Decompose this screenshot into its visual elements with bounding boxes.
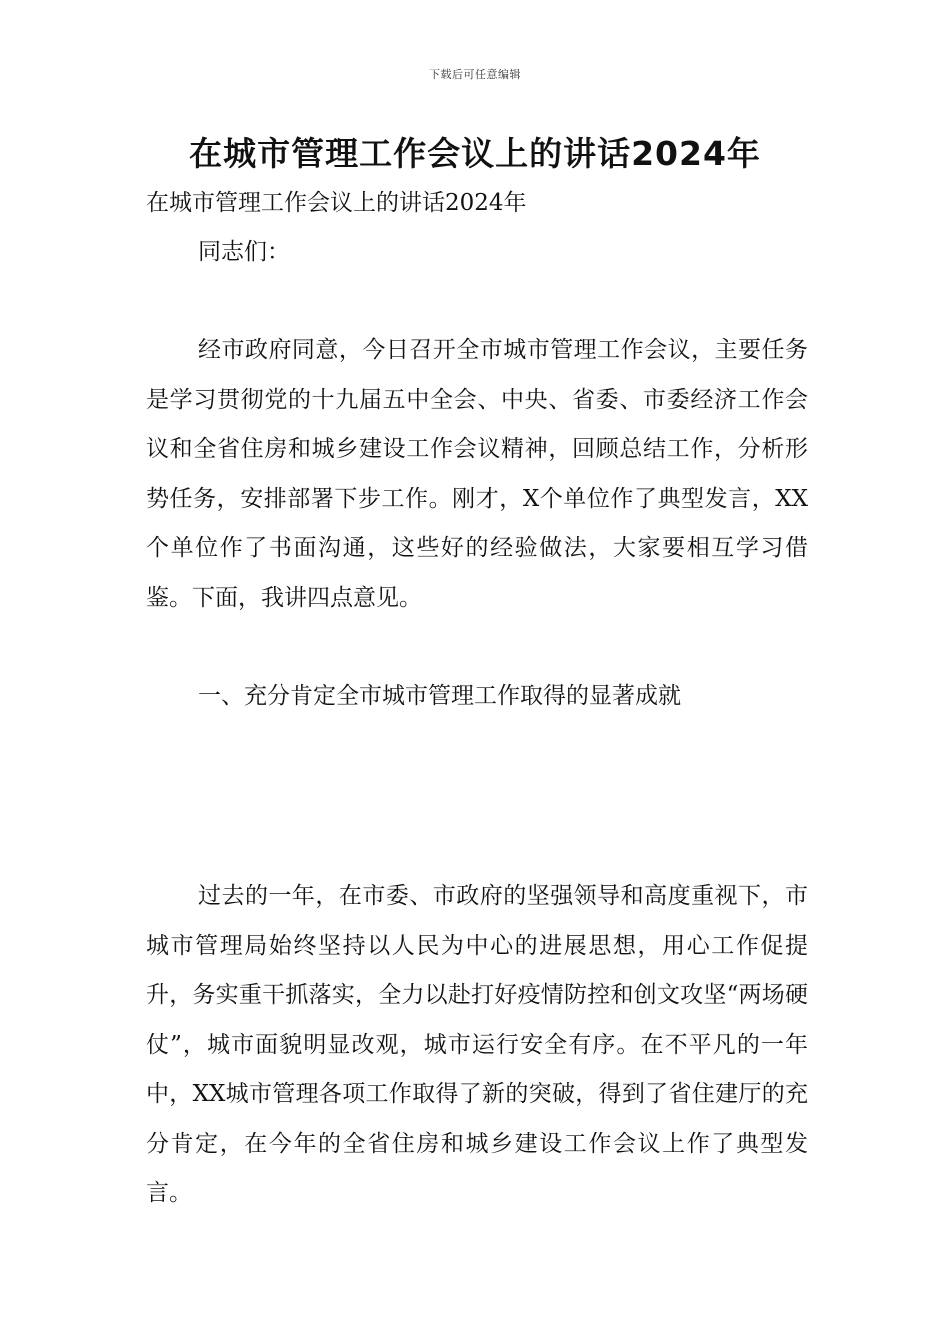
paragraph-achievements: 过去的一年，在市委、市政府的坚强领导和高度重视下，市城市管理局始终坚持以人民为中心的进展思想，用心工作促提升，务实重干抓落实，全力以赴打好疫情防控和创文攻坚“两场硬仗”，城市面貌明显改观，城市运行安全有序。在不平凡的一年中，XX城市管理各项工作取得了新的突破，得到了省住建厅的充分肯定，在今年的全省住房和城乡建设工作会议上作了典型发言。 [146,883,808,1206]
header-note: 下载后可任意编辑 [429,68,521,81]
paragraph-intro: 经市政府同意，今日召开全市城市管理工作会议，主要任务是学习贯彻党的十九届五中全会、中央、省委、市委经济工作会议和全省住房和城乡建设工作会议精神，回顾总结工作，分析形势任务，安排部署下步工作。刚才，X个单位作了典型发言，XX个单位作了书面沟通，这些好的经验做法，大家要相互学习借鉴。下面，我讲四点意见。 [146,337,808,611]
document-title: 在城市管理工作会议上的讲话2024年 [189,134,761,173]
document-subtitle: 在城市管理工作会议上的讲话2024年 [146,190,527,216]
salutation: 同志们： [198,239,290,265]
section-heading: 一、充分肯定全市城市管理工作取得的显著成就 [198,683,681,709]
